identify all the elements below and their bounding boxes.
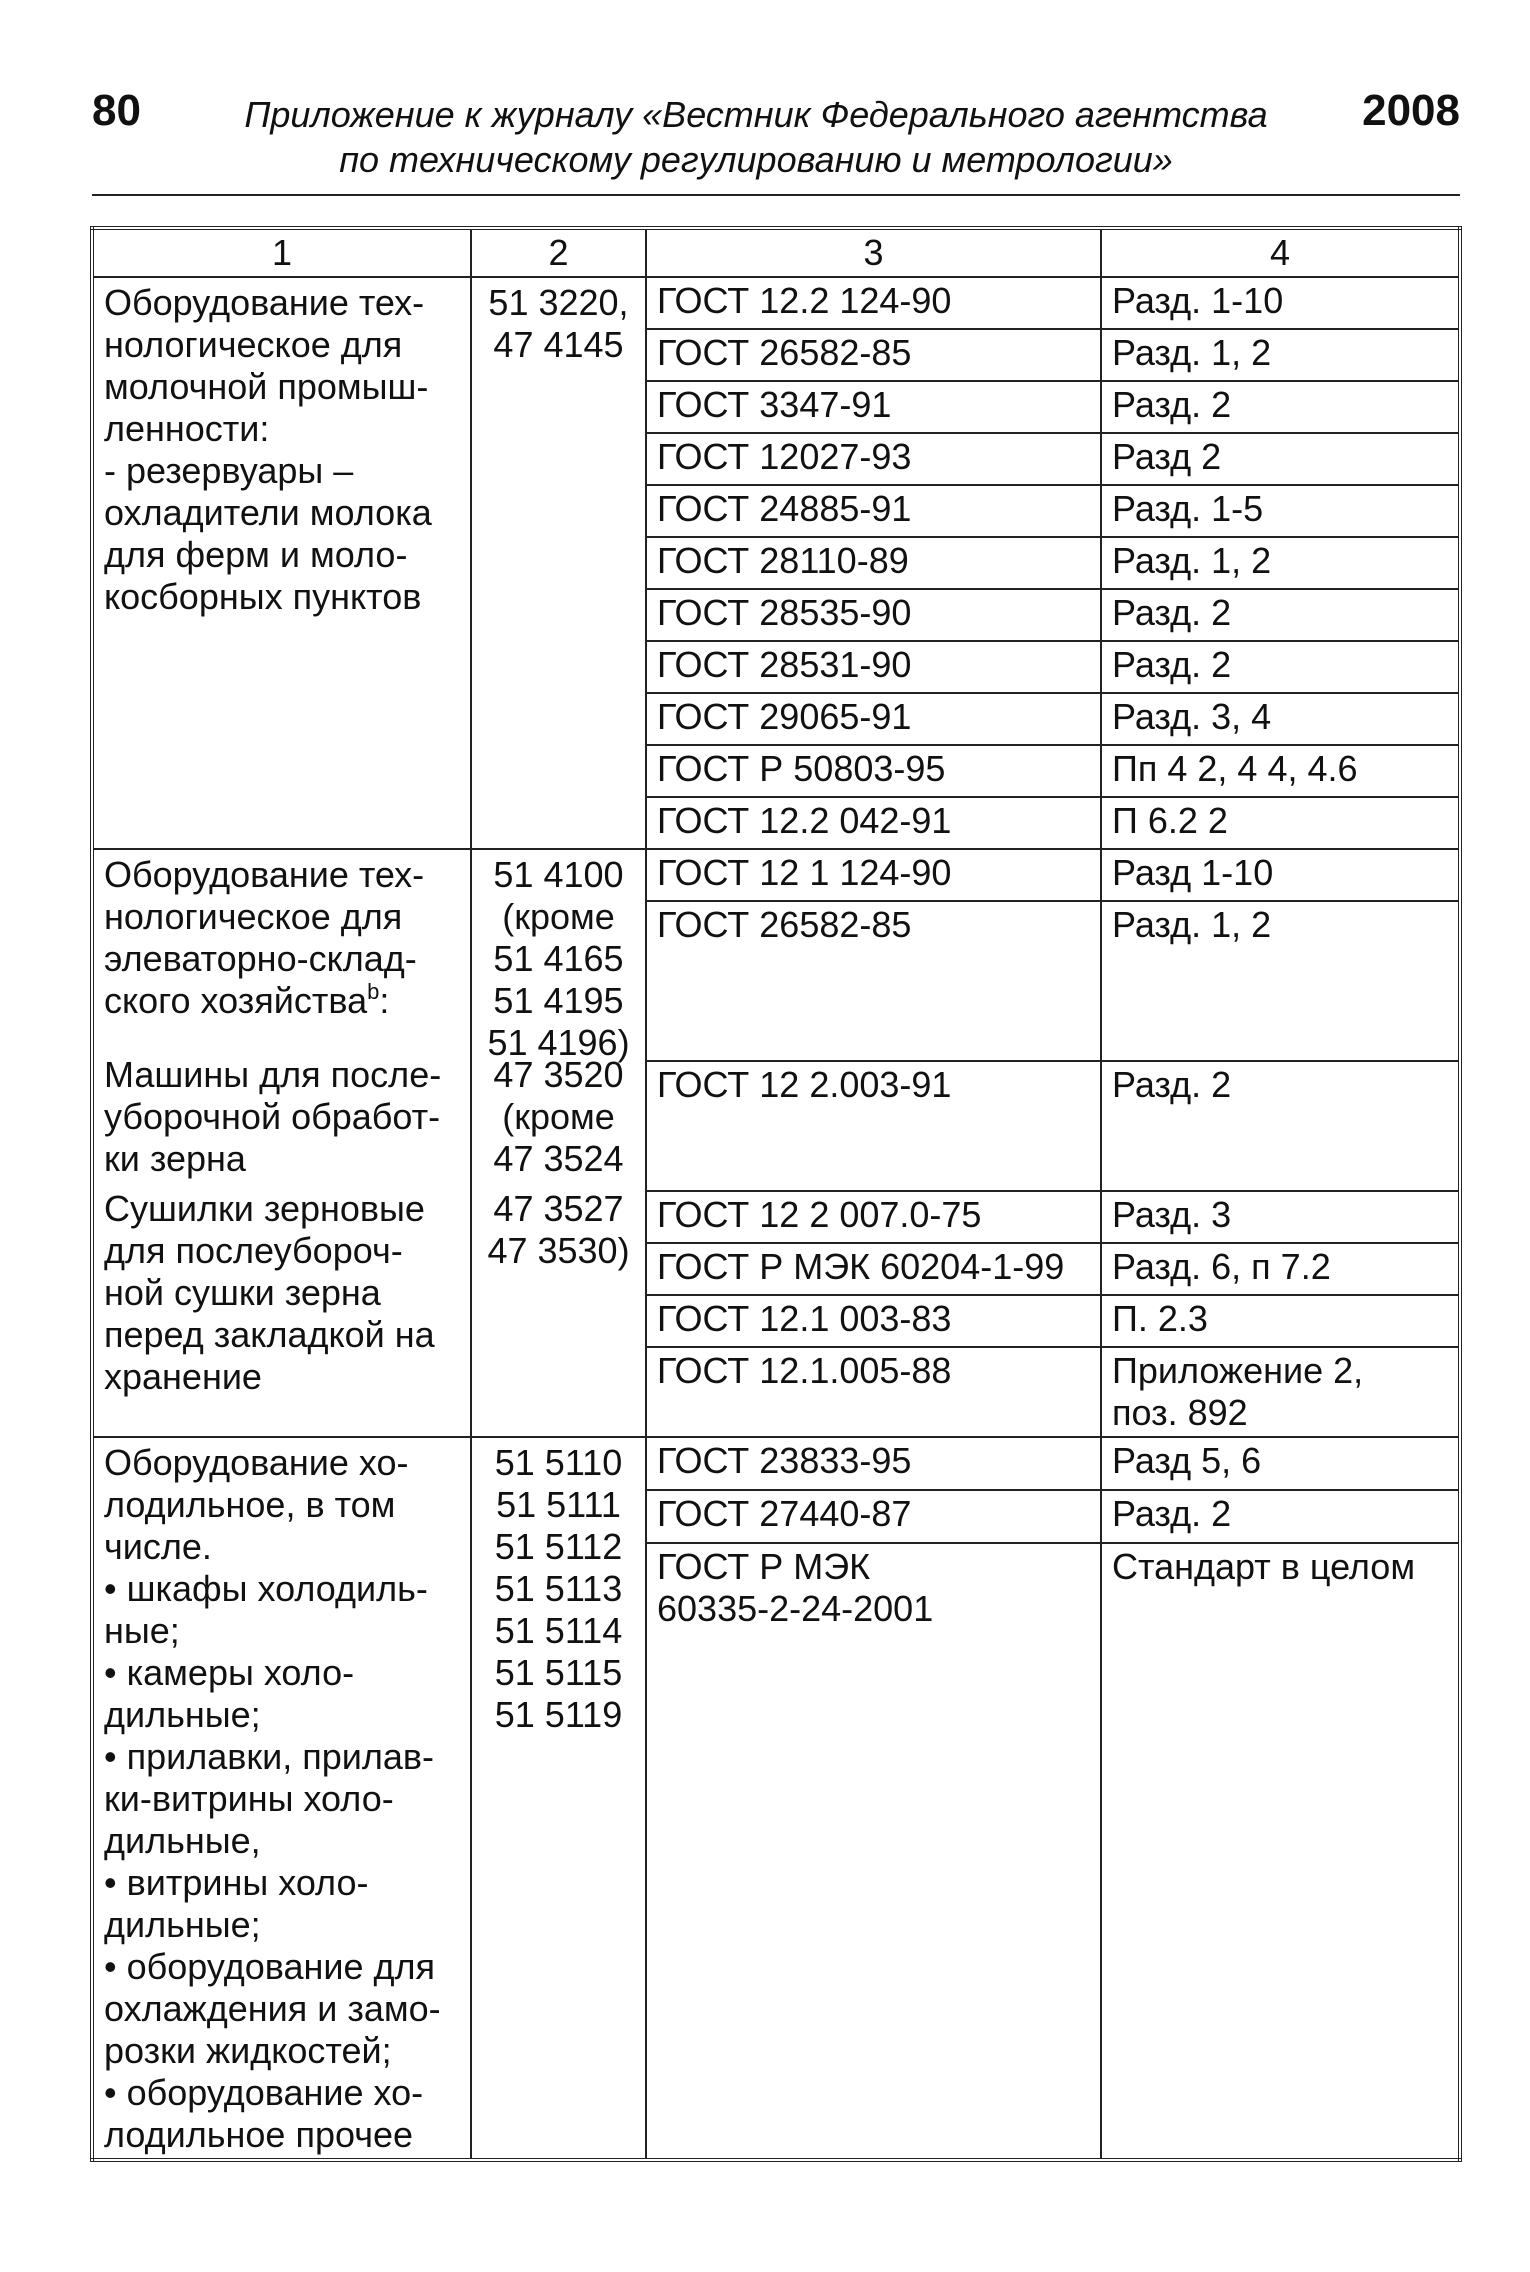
section-cell: Разд 1-10 bbox=[1101, 849, 1460, 901]
journal-title: Приложение к журналу «Вестник Федерального агентства по техническому регулированию и метрологии» bbox=[244, 94, 1268, 180]
page-header bbox=[92, 76, 1460, 186]
standard-cell: ГОСТ 3347-91 bbox=[646, 381, 1101, 433]
equipment-name: Оборудование тех- нологическое для молочной промыш- ленности: - резервуары – охладители молока для ферм и моло- косборных пунктов bbox=[92, 277, 471, 849]
table-row bbox=[92, 849, 1460, 901]
okp-codes-group bbox=[471, 849, 646, 1437]
standard-cell: ГОСТ 27440-87 bbox=[646, 1490, 1101, 1543]
table-row bbox=[92, 1437, 1460, 1490]
column-header: 3 bbox=[646, 228, 1101, 277]
table-row bbox=[92, 277, 1460, 329]
standard-cell: ГОСТ 12 2 007.0-75 bbox=[646, 1191, 1101, 1243]
standard-cell: ГОСТ 12.2 124-90 bbox=[646, 277, 1101, 329]
section-cell: Разд. 1-10 bbox=[1101, 277, 1460, 329]
equipment-name: Оборудование хо- лодильное, в том числе. • шкафы холодиль- ные; • камеры холо- дильные; • прилавки, прилав- ки-витрины холо- дильные, • витрины холо- дильные; • оборудование для охлаждения и замо- розки жидкостей; • оборудование хо- лодильное прочее bbox=[92, 1437, 471, 2160]
section-cell: Разд. 1, 2 bbox=[1101, 329, 1460, 381]
standard-cell: ГОСТ 26582-85 bbox=[646, 901, 1101, 1061]
section-cell: Разд 5, 6 bbox=[1101, 1437, 1460, 1490]
section-cell: Стандарт в целом bbox=[1101, 1543, 1460, 2160]
column-header: 4 bbox=[1101, 228, 1460, 277]
standard-cell: ГОСТ 12 2.003-91 bbox=[646, 1061, 1101, 1191]
section-cell: Разд. 3, 4 bbox=[1101, 693, 1460, 745]
standard-cell: ГОСТ 12.1 003-83 bbox=[646, 1295, 1101, 1347]
section-cell: Разд. 2 bbox=[1101, 641, 1460, 693]
standard-cell: ГОСТ 28110-89 bbox=[646, 537, 1101, 589]
standard-cell: ГОСТ 12.1.005-88 bbox=[646, 1347, 1101, 1437]
section-cell: Пп 4 2, 4 4, 4.6 bbox=[1101, 745, 1460, 797]
okp-codes: 51 4100 (кроме 51 4165 51 4195 51 4196) bbox=[487, 854, 630, 1063]
header-rule bbox=[92, 194, 1460, 196]
section-cell: Разд. 2 bbox=[1101, 381, 1460, 433]
section-cell: Разд. 1-5 bbox=[1101, 485, 1460, 537]
standard-cell: ГОСТ Р МЭК 60204-1-99 bbox=[646, 1243, 1101, 1295]
okp-codes: 51 5110 51 5111 51 5112 51 5113 51 5114 51 5115 51 5119 bbox=[471, 1437, 646, 2160]
standard-cell: ГОСТ 12027-93 bbox=[646, 433, 1101, 485]
page-number: 80 bbox=[92, 86, 141, 135]
section-cell: Разд. 2 bbox=[1101, 1061, 1460, 1191]
standard-cell: ГОСТ 26582-85 bbox=[646, 329, 1101, 381]
okp-codes: 47 3527 47 3530) bbox=[487, 1188, 630, 1271]
standard-cell: ГОСТ 28531-90 bbox=[646, 641, 1101, 693]
equipment-name: Машины для после- уборочной обработ- ки зерна bbox=[104, 1054, 442, 1179]
section-cell: Разд 2 bbox=[1101, 433, 1460, 485]
table-header-row bbox=[92, 228, 1460, 277]
standard-cell: ГОСТ Р МЭК 60335-2-24-2001 bbox=[646, 1543, 1101, 2160]
equipment-name-group bbox=[92, 849, 471, 1437]
okp-codes: 51 3220, 47 4145 bbox=[471, 277, 646, 849]
column-header: 1 bbox=[92, 228, 471, 277]
equipment-name: Оборудование тех- нологическое для элеваторно-склад- ского хозяйства$^b$: bbox=[104, 854, 425, 1021]
standard-cell: ГОСТ 12.2 042-91 bbox=[646, 797, 1101, 849]
standard-cell: ГОСТ 28535-90 bbox=[646, 589, 1101, 641]
okp-codes: 47 3520 (кроме 47 3524 bbox=[493, 1054, 624, 1179]
standards-table bbox=[90, 226, 1462, 2162]
standard-cell: ГОСТ 23833-95 bbox=[646, 1437, 1101, 1490]
standard-cell: ГОСТ Р 50803-95 bbox=[646, 745, 1101, 797]
section-cell: Разд. 3 bbox=[1101, 1191, 1460, 1243]
standard-cell: ГОСТ 24885-91 bbox=[646, 485, 1101, 537]
section-cell: Приложение 2, поз. 892 bbox=[1101, 1347, 1460, 1437]
section-cell: Разд. 1, 2 bbox=[1101, 901, 1460, 1061]
standard-cell: ГОСТ 12 1 124-90 bbox=[646, 849, 1101, 901]
column-header: 2 bbox=[471, 228, 646, 277]
section-cell: Разд. 2 bbox=[1101, 589, 1460, 641]
year: 2008 bbox=[1362, 86, 1460, 135]
section-cell: Разд. 6, п 7.2 bbox=[1101, 1243, 1460, 1295]
section-cell: Разд. 2 bbox=[1101, 1490, 1460, 1543]
standard-cell: ГОСТ 29065-91 bbox=[646, 693, 1101, 745]
equipment-name: Сушилки зерновые для послеубороч- ной сушки зерна перед закладкой на хранение bbox=[104, 1188, 435, 1397]
section-cell: Разд. 1, 2 bbox=[1101, 537, 1460, 589]
section-cell: П. 2.3 bbox=[1101, 1295, 1460, 1347]
section-cell: П 6.2 2 bbox=[1101, 797, 1460, 849]
